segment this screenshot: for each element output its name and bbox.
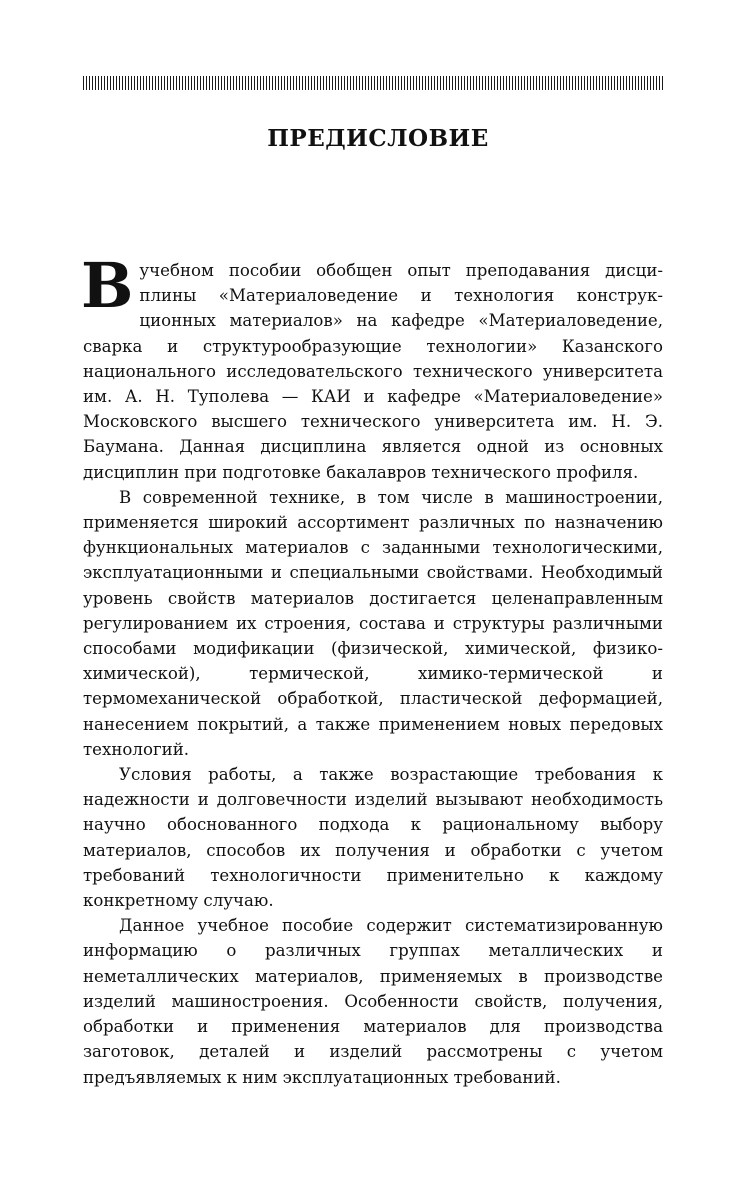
header-ornament-rule [83,76,663,90]
paragraph-4: Данное учебное пособие содержит систематизированную информацию о различных группах металлических и неметаллических материалов, применяемых в производстве изделий машиностроения. Особенности свойств, получения, обработки и применения материалов для производства заготовок, деталей и изделий рассмотрены с учетом предъявляемых к ним эксплуатационных требований. [83,916,663,1087]
foreword-body [81,249,663,1090]
paragraph-3: Условия работы, а также возрастающие требования к надежности и долговечности изделий вызывают необходимость научно обоснованного подхода к рациональному выбору материалов, способов их получения и обработки с учетом требований технологичности применительно к каждому конкретному случаю. [83,765,663,911]
paragraph-2: В современной технике, в том числе в машиностроении, применяется широкий ассортимент различных по назначению функциональных материалов с заданными технологическими, эксплуатационными и специальными свойствами. Необходимый уровень свойств материалов достигается целенаправленным регулированием их строения, состава и структуры различными способами модификации (физической, химической, физико-химической), термической, химико-термической и термомеханической обработкой, пластической деформацией, нанесением покрытий, а также применением новых передовых технологий. [83,487,663,759]
drop-cap: В [81,249,134,322]
paragraph-1-text: учебном пособии обобщен опыт преподавания дисциплины «Материаловедение и технология конструкционных материалов» на кафедре «Материаловедение, сварка и структурообразующие технологии» Казанского национального исследовательского технического университета им. А. Н. Туполева — КАИ и кафедре «Материаловедение» Московского высшего технического университета им. Н. Э. Баумана. Данная дисциплина является одной из основных дисциплин при подготовке бакалавров технического профиля. [83,261,663,482]
paragraph-1 [81,249,663,485]
page-title: ПРЕДИСЛОВИЕ [267,125,489,152]
